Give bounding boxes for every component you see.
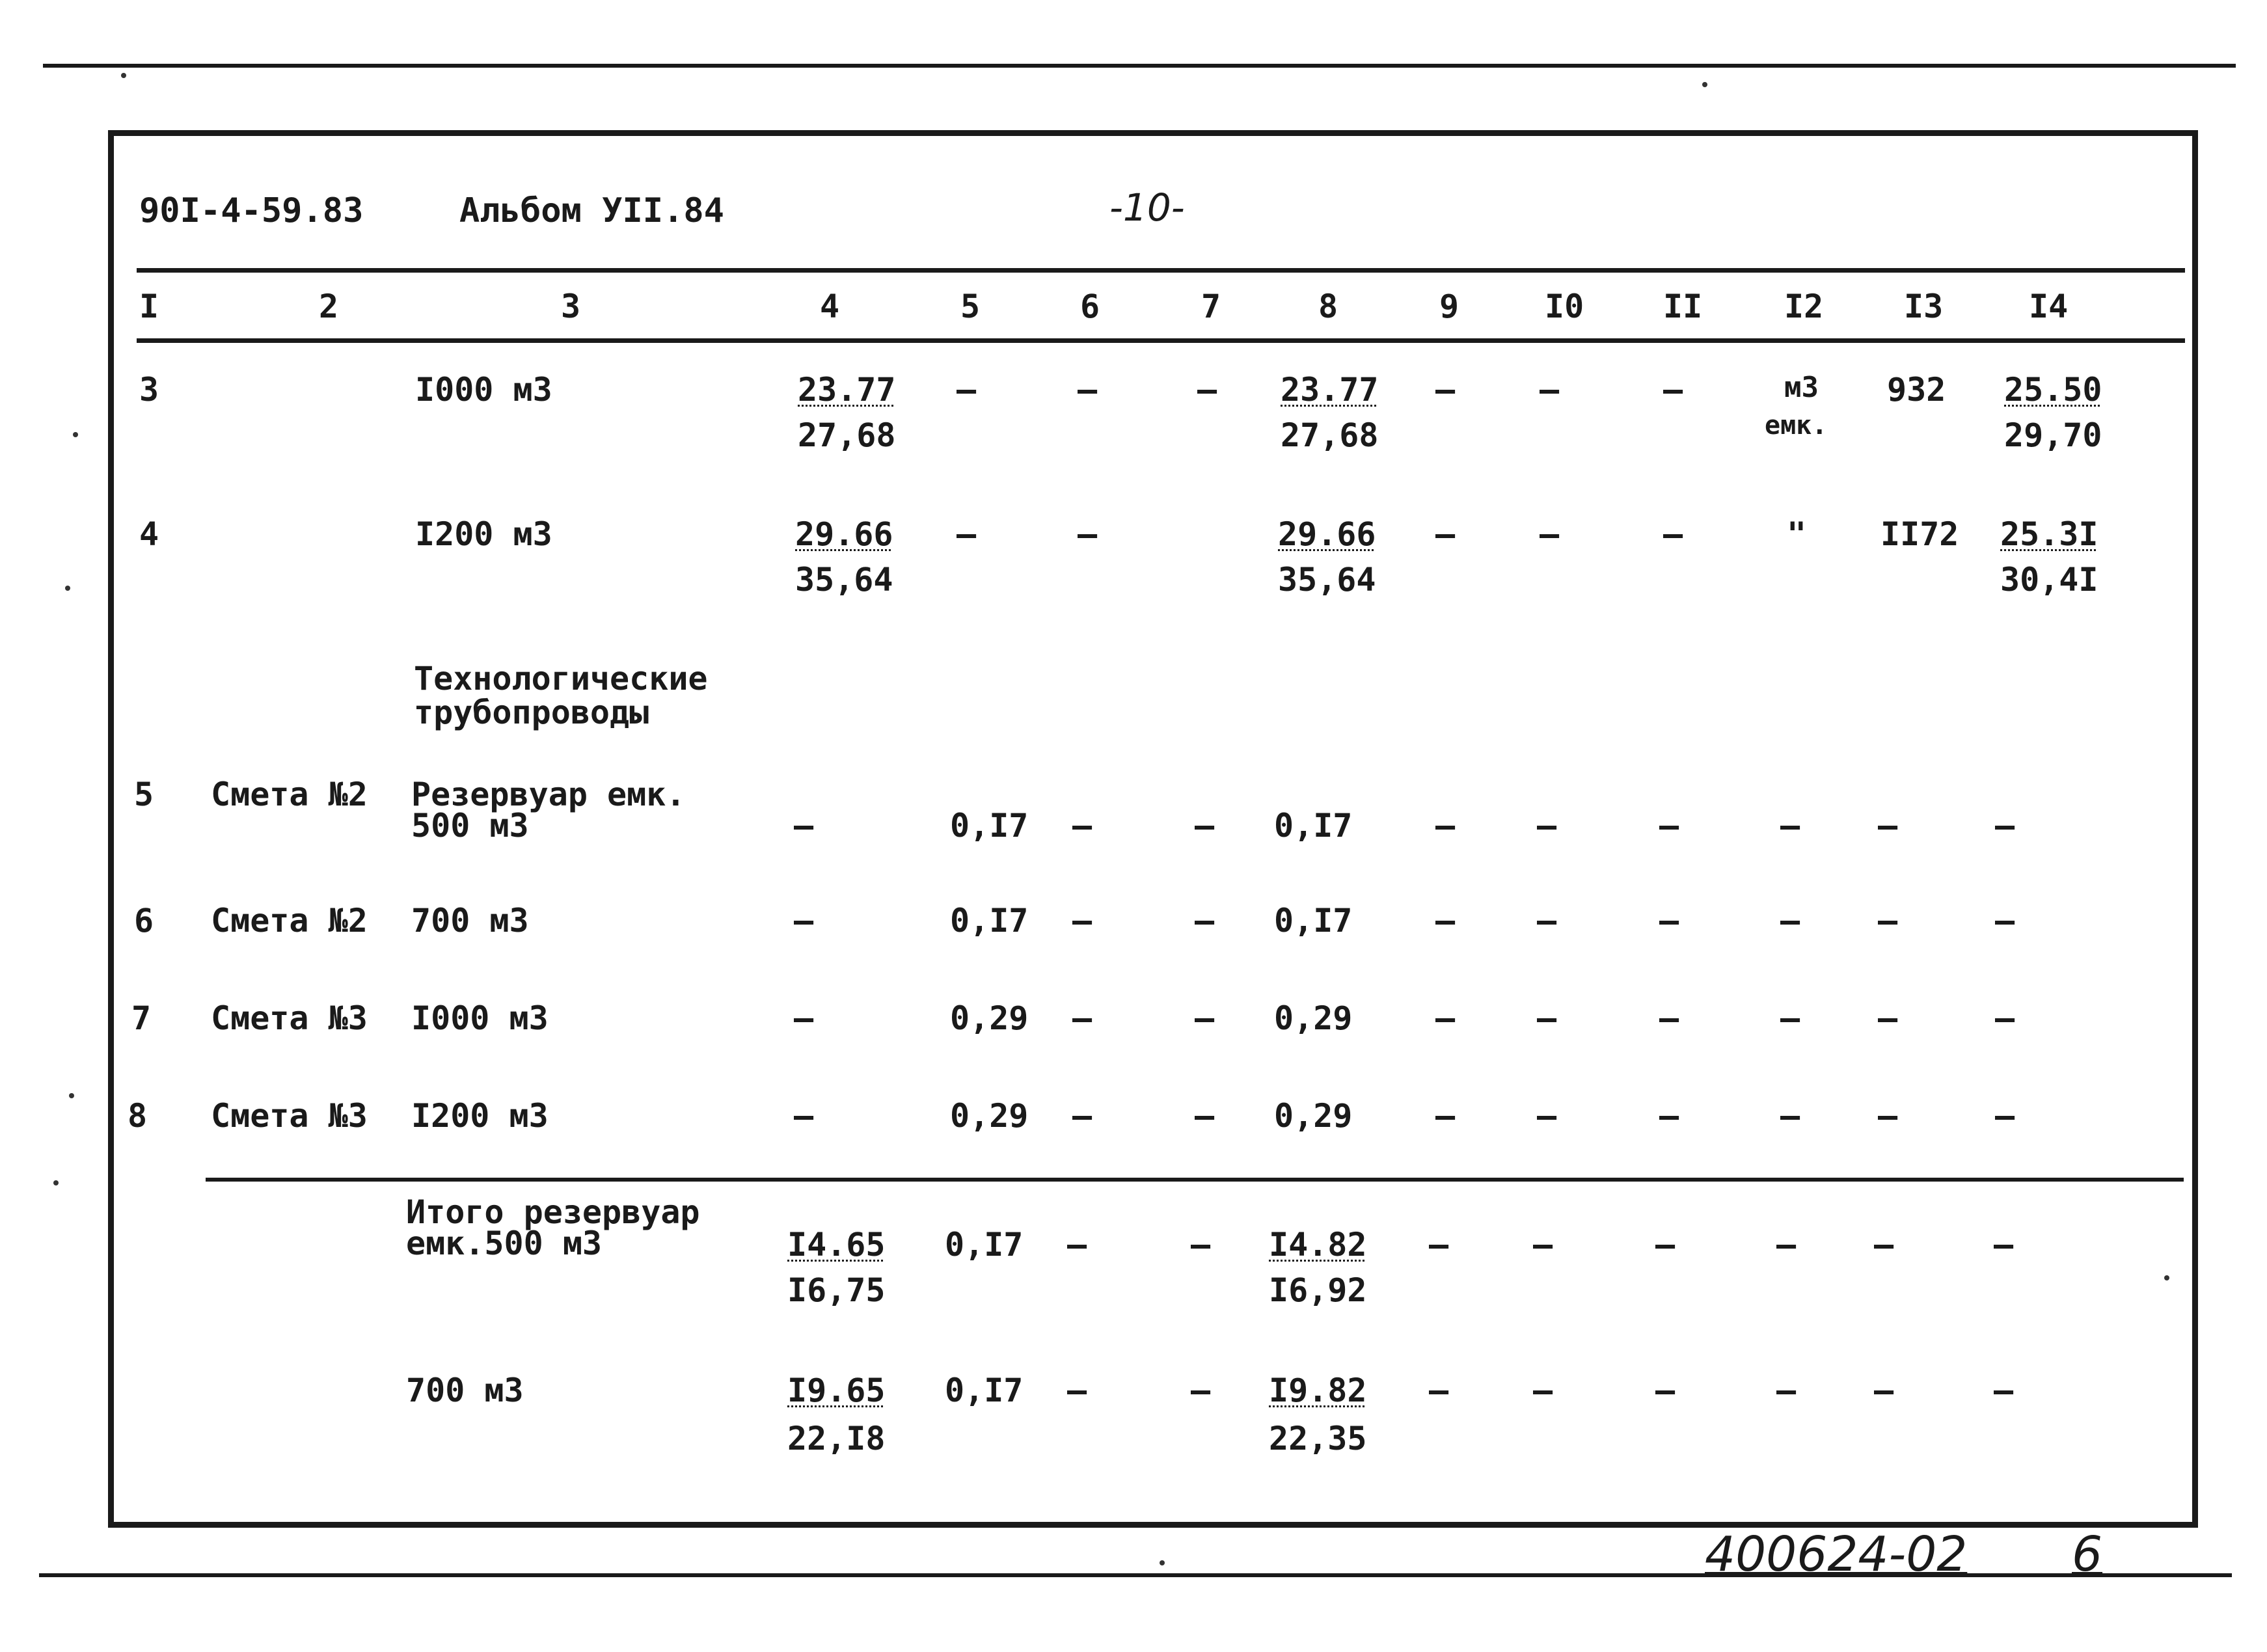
cell-col8-bottom: I6,92 (1269, 1271, 1367, 1309)
cell-col5: – (957, 515, 977, 553)
scan-speck (1160, 1560, 1165, 1565)
total-label-line1: Итого резервуар (406, 1193, 700, 1231)
row-estimate: Смета №2 (211, 902, 368, 940)
row-estimate: Смета №3 (211, 1097, 368, 1135)
cell-col10: – (1533, 1372, 1553, 1409)
total-label-line2: емк.500 м3 (406, 1225, 603, 1262)
cell-col11: – (1663, 515, 1683, 553)
cell-col4-top: 23.77 (798, 371, 896, 409)
cell-col5: 0,29 (950, 999, 1029, 1037)
cell-col9: – (1435, 999, 1456, 1037)
cell-col8-bottom: 35,64 (1278, 561, 1376, 599)
cell-col14-top: 25.50 (2004, 371, 2102, 409)
cell-col13: – (1874, 1372, 1894, 1409)
col-header-8: 8 (1318, 288, 1338, 325)
cell-col4-bottom: 35,64 (795, 561, 893, 599)
cell-col13: – (1878, 999, 1898, 1037)
top-page-rule (43, 64, 2236, 68)
cell-col6: – (1078, 515, 1098, 553)
cell-col7: – (1195, 902, 1215, 940)
section-heading-line2: трубопроводы (414, 694, 649, 731)
cell-col13: 932 (1887, 371, 1946, 409)
cell-col11: – (1659, 807, 1679, 845)
row-estimate: Смета №2 (211, 776, 368, 813)
section-heading-line1: Технологические (414, 660, 708, 697)
cell-col4: – (794, 807, 814, 845)
cell-col6: – (1072, 1097, 1093, 1135)
cell-col6: – (1072, 999, 1093, 1037)
cell-col7: – (1191, 1372, 1211, 1409)
cell-col7: – (1195, 807, 1215, 845)
cell-col6: – (1072, 807, 1093, 845)
cell-col5: – (957, 371, 977, 409)
cell-col9: – (1435, 807, 1456, 845)
cell-col11: – (1659, 999, 1679, 1037)
scan-speck (2164, 1275, 2169, 1280)
cell-col5: 0,I7 (945, 1372, 1024, 1409)
cell-col14: – (1994, 1226, 2014, 1264)
row-number: 3 (139, 371, 159, 409)
col-header-5: 5 (960, 288, 981, 325)
col-header-2: 2 (319, 288, 339, 325)
cell-col11: – (1659, 1097, 1679, 1135)
col-header-11: II (1663, 288, 1703, 325)
cell-col8: 0,I7 (1274, 902, 1353, 940)
cell-col12: – (1776, 1372, 1797, 1409)
col-header-9: 9 (1439, 288, 1459, 325)
cell-col14-top: 25.3I (2000, 515, 2098, 553)
page-number: -10- (1109, 185, 1185, 230)
cell-col9: – (1429, 1226, 1449, 1264)
row-item: 700 м3 (411, 902, 529, 940)
header-rule-bottom (137, 338, 2185, 343)
doc-code: 90I-4-59.83 (139, 191, 364, 230)
col-header-13: I3 (1904, 288, 1944, 325)
cell-col13: – (1878, 902, 1898, 940)
cell-col4-bottom: 22,I8 (787, 1420, 886, 1457)
cell-col10: – (1533, 1226, 1553, 1264)
col-header-3: 3 (561, 288, 581, 325)
cell-col12: – (1776, 1226, 1797, 1264)
cell-col5: 0,29 (950, 1097, 1029, 1135)
row-estimate: Смета №3 (211, 999, 368, 1037)
cell-col12: – (1780, 999, 1800, 1037)
header-rule-top (137, 268, 2185, 273)
cell-col14: – (1995, 902, 2015, 940)
cell-col9: – (1435, 1097, 1456, 1135)
cell-col10: – (1537, 999, 1557, 1037)
sheet-number: 6 (2072, 1526, 2103, 1582)
cell-col14: – (1995, 999, 2015, 1037)
cell-col8: 0,29 (1274, 999, 1353, 1037)
cell-col5: 0,I7 (950, 807, 1029, 845)
cell-col14: – (1995, 807, 2015, 845)
row-number: 7 (131, 999, 152, 1037)
col-header-1: I (139, 288, 159, 325)
cell-col14: – (1994, 1372, 2014, 1409)
cell-col8-top: 29.66 (1278, 515, 1376, 553)
cell-col10: – (1537, 902, 1557, 940)
cell-col7: – (1195, 999, 1215, 1037)
cell-col4: – (794, 902, 814, 940)
cell-col7: – (1191, 1226, 1211, 1264)
scan-speck (73, 432, 78, 437)
row-item-line1: Резервуар емк. (411, 776, 686, 813)
cell-col14: – (1995, 1097, 2015, 1135)
col-header-10: I0 (1545, 288, 1584, 325)
album-label: Альбом УII.84 (459, 191, 724, 230)
cell-col6: – (1072, 902, 1093, 940)
cell-col4-bottom: I6,75 (787, 1271, 886, 1309)
cell-col4: – (794, 1097, 814, 1135)
row-item-line2: 500 м3 (411, 807, 529, 845)
row-item: I000 м3 (415, 371, 552, 409)
cell-col8-top: I4.82 (1269, 1226, 1367, 1264)
row-item: I000 м3 (411, 999, 549, 1037)
cell-col8-bottom: 27,68 (1281, 416, 1379, 454)
cell-col10: – (1537, 1097, 1557, 1135)
col-header-4: 4 (820, 288, 840, 325)
cell-col12: – (1780, 902, 1800, 940)
row-number: 8 (128, 1097, 148, 1135)
scan-speck (53, 1180, 59, 1185)
cell-col13: – (1878, 807, 1898, 845)
cell-col9: – (1435, 371, 1456, 409)
cell-col4: – (794, 999, 814, 1037)
cell-col14-bottom: 30,4I (2000, 561, 2098, 599)
row-number: 5 (134, 776, 154, 813)
cell-col11: – (1655, 1226, 1676, 1264)
cell-col4-top: 29.66 (795, 515, 893, 553)
cell-col8-top: 23.77 (1281, 371, 1379, 409)
cell-col11: – (1659, 902, 1679, 940)
cell-col6: – (1078, 371, 1098, 409)
cell-col6: – (1067, 1226, 1087, 1264)
cell-col12: – (1780, 1097, 1800, 1135)
cell-col7: – (1197, 371, 1217, 409)
cell-col8-bottom: 22,35 (1269, 1420, 1367, 1457)
cell-col13: – (1878, 1097, 1898, 1135)
cell-col5: 0,I7 (945, 1226, 1024, 1264)
cell-col9: – (1429, 1372, 1449, 1409)
cell-col6: – (1067, 1372, 1087, 1409)
total-label: 700 м3 (406, 1372, 524, 1409)
cell-col12-bottom: емк. (1765, 411, 1828, 440)
scan-speck (121, 73, 126, 78)
row-item: I200 м3 (415, 515, 552, 553)
cell-col8: 0,I7 (1274, 807, 1353, 845)
cell-col7: – (1195, 1097, 1215, 1135)
cell-col9: – (1435, 515, 1456, 553)
cell-col8-top: I9.82 (1269, 1372, 1367, 1409)
scan-speck (69, 1093, 74, 1098)
row-item: I200 м3 (411, 1097, 549, 1135)
col-header-12: I2 (1784, 288, 1824, 325)
cell-col10: – (1537, 807, 1557, 845)
cell-col5: 0,I7 (950, 902, 1029, 940)
cell-col4-top: I4.65 (787, 1226, 886, 1264)
cell-col11: – (1663, 371, 1683, 409)
scan-speck (1702, 82, 1707, 87)
cell-col13: II72 (1880, 515, 1959, 553)
cell-col9: – (1435, 902, 1456, 940)
cell-col10: – (1540, 371, 1560, 409)
cell-col8: 0,29 (1274, 1097, 1353, 1135)
col-header-14: I4 (2029, 288, 2069, 325)
row-number: 6 (134, 902, 154, 940)
cell-col13: – (1874, 1226, 1894, 1264)
cell-col12-ditto: " (1787, 515, 1807, 553)
col-header-6: 6 (1080, 288, 1100, 325)
row-number: 4 (139, 515, 159, 553)
cell-col12-top: м3 (1784, 371, 1819, 404)
cell-col14-bottom: 29,70 (2004, 416, 2102, 454)
totals-rule (206, 1178, 2184, 1182)
cell-col4-bottom: 27,68 (798, 416, 896, 454)
cell-col10: – (1540, 515, 1560, 553)
cell-col11: – (1655, 1372, 1676, 1409)
col-header-7: 7 (1201, 288, 1221, 325)
stamp-number: 400624-02 (1705, 1526, 1968, 1582)
cell-col12: – (1780, 807, 1800, 845)
scan-speck (65, 586, 70, 591)
cell-col4-top: I9.65 (787, 1372, 886, 1409)
